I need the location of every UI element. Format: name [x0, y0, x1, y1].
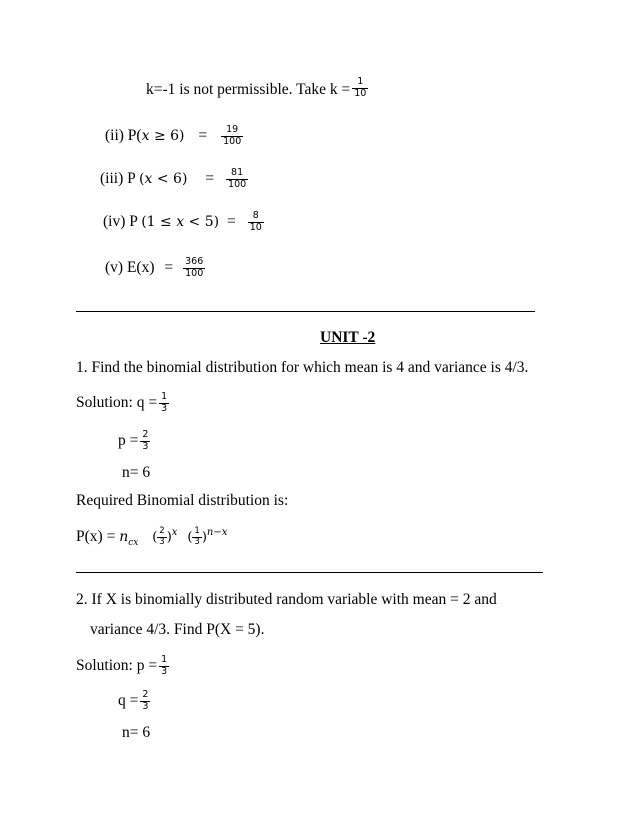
ncx-base: n — [119, 528, 129, 545]
item-v — [105, 257, 207, 280]
item-v-label: (v) E(x) — [105, 258, 155, 276]
problem2-q-den: 3 — [142, 700, 149, 712]
item-iii-eq: = — [205, 169, 215, 187]
item-iv-num: 8 — [248, 211, 264, 223]
problem1-required: Required Binomial distribution is: — [76, 492, 289, 509]
k-statement — [146, 76, 370, 100]
k-fraction-num: 1 — [352, 77, 368, 89]
item-iii-expr: (𝑥 < 6) — [139, 170, 188, 187]
k-statement-text: k=-1 is not permissible. Take k = — [146, 80, 351, 98]
item-v-eq: = — [164, 258, 174, 276]
item-iv-label: (iv) P — [103, 212, 142, 230]
problem2-solution-p — [76, 655, 171, 678]
item-iii-fraction — [226, 168, 248, 191]
problem1-p-fraction — [140, 430, 150, 453]
factor-p-exponent: x — [171, 526, 178, 538]
item-ii-expr: 𝑥 ≥ 6 — [141, 127, 180, 144]
problem1-p-num: 2 — [142, 429, 149, 440]
problem2-q-label: q = — [118, 691, 139, 709]
factor-p-den: 3 — [159, 536, 165, 547]
problem1-solution-label: Solution: q = — [76, 393, 158, 411]
factor-p: ( $\frac{2}{3}$ )$^x$ — [152, 526, 178, 547]
problem1-statement: 1. Find the binomial distribution for which mean is 4 and variance is 4/3. — [76, 359, 529, 376]
problem1-q-fraction — [159, 392, 169, 415]
problem1-p-label: p = — [118, 431, 139, 449]
problem1-p-line — [118, 430, 152, 453]
factor-p-num: 2 — [159, 526, 165, 536]
item-iii — [100, 168, 250, 191]
problem2-p-fraction — [159, 655, 169, 678]
item-v-den: 100 — [185, 267, 204, 279]
problem2-p-num: 1 — [161, 654, 168, 665]
problem2-solution-label: Solution: p = — [76, 656, 158, 674]
problem2-q-fraction — [140, 690, 150, 713]
factor-q-fraction — [192, 527, 201, 548]
item-ii-den: 100 — [223, 135, 242, 147]
divider-2 — [76, 572, 543, 573]
item-ii-label: (ii) P( — [105, 126, 142, 144]
problem2-q-num: 2 — [142, 689, 149, 700]
item-iii-num: 81 — [226, 168, 248, 180]
item-ii — [105, 125, 245, 148]
item-iv-expr: (1 ≤ 𝑥 < 5) — [141, 213, 220, 230]
problem1-px-formula — [76, 527, 227, 548]
ncx-sub: cx — [128, 537, 139, 548]
problem1-solution-q — [76, 392, 171, 415]
problem2-n-line: n= 6 — [122, 724, 151, 741]
problem1-n-line: n= 6 — [122, 464, 151, 481]
problem1-q-den: 3 — [161, 402, 168, 414]
factor-q-den: 3 — [194, 536, 200, 547]
problem1-px-label: P(x) = — [76, 527, 120, 545]
item-iv — [103, 211, 266, 234]
item-iii-den: 100 — [228, 178, 247, 190]
factor-q: ( $\frac{1}{3}$ )$^{n-x}$ — [187, 526, 228, 547]
problem2-p-den: 3 — [161, 665, 168, 677]
item-ii-eq: = — [198, 126, 208, 144]
item-ii-close: ) — [179, 127, 185, 144]
problem2-statement-line2: variance 4/3. Find P(X = 5). — [90, 621, 265, 638]
unit-heading: UNIT -2 — [320, 329, 376, 346]
item-iv-eq: = — [226, 212, 236, 230]
factor-q-num: 1 — [194, 526, 200, 536]
item-iv-den: 10 — [249, 221, 262, 233]
item-iii-label: (iii) P — [100, 169, 140, 187]
item-iv-fraction — [248, 211, 264, 234]
item-ii-num: 19 — [221, 125, 243, 137]
problem1-p-den: 3 — [142, 440, 149, 452]
k-fraction-den: 10 — [354, 87, 367, 99]
item-v-num: 366 — [185, 256, 204, 267]
problem1-q-num: 1 — [161, 391, 168, 402]
item-ii-fraction — [221, 125, 243, 148]
item-v-fraction — [183, 257, 205, 280]
k-fraction — [352, 77, 368, 100]
factor-p-fraction — [157, 527, 166, 548]
problem2-q-line — [118, 690, 152, 713]
factor-q-exponent: n−x — [206, 526, 228, 538]
problem2-statement-line1: 2. If X is binomially distributed random variable with mean = 2 and — [76, 591, 497, 608]
divider-1 — [76, 311, 535, 312]
